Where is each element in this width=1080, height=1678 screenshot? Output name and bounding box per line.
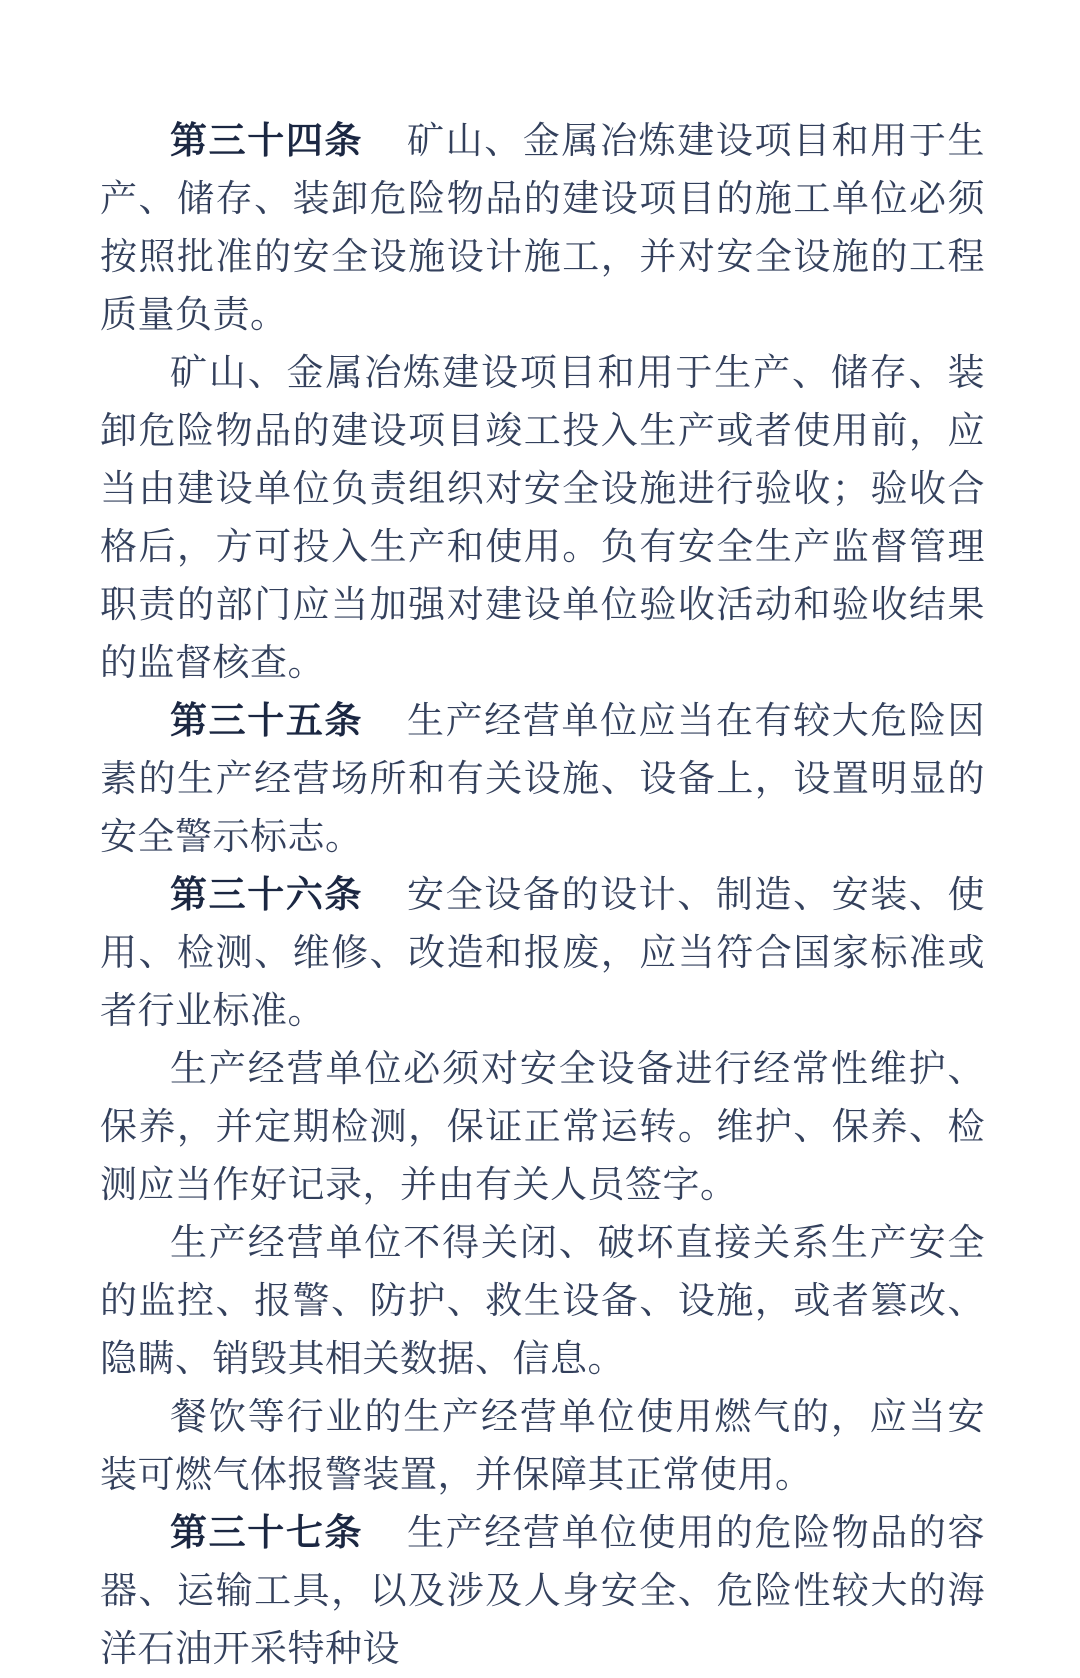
paragraph-article-34 [100,112,985,344]
paragraph-article-36-clause-2 [100,1040,985,1214]
paragraph-article-34-clause-2 [100,344,985,692]
article-number: 第三十七条 [170,1511,364,1554]
paragraph-article-36 [100,866,985,1040]
paragraph-text: 矿山、金属冶炼建设项目和用于生产、储存、装卸危险物品的建设项目竣工投入生产或者使用前，应当由建设单位负责组织对安全设施进行验收；验收合格后，方可投入生产和使用。负有安全生产监督管理职责的部门应当加强对建设单位验收活动和验收结果的监督核查。 [100,351,985,684]
paragraph-text: 生产经营单位不得关闭、破坏直接关系生产安全的监控、报警、防护、救生设备、设施，或者篡改、隐瞒、销毁其相关数据、信息。 [100,1221,985,1380]
document-text-block [100,112,985,1678]
paragraph-text: 安全设备的设计、制造、安装、使用、检测、维修、改造和报废，应当符合国家标准或者行业标准。 [100,873,986,1032]
paragraph-text: 生产经营单位使用的危险物品的容器、运输工具，以及涉及人身安全、危险性较大的海洋石油开采特种设 [100,1511,986,1670]
paragraph-text: 生产经营单位必须对安全设备进行经常性维护、保养，并定期检测，保证正常运转。维护、保养、检测应当作好记录，并由有关人员签字。 [100,1047,985,1206]
paragraph-article-36-clause-4 [100,1388,985,1504]
paragraph-text: 生产经营单位应当在有较大危险因素的生产经营场所和有关设施、设备上，设置明显的安全警示标志。 [100,699,986,858]
paragraph-text: 餐饮等行业的生产经营单位使用燃气的，应当安装可燃气体报警装置，并保障其正常使用。 [100,1395,985,1496]
paragraph-article-35 [100,692,985,866]
paragraph-text: 矿山、金属冶炼建设项目和用于生产、储存、装卸危险物品的建设项目的施工单位必须按照批准的安全设施设计施工，并对安全设施的工程质量负责。 [100,119,986,336]
paragraph-article-37 [100,1504,985,1678]
article-number: 第三十六条 [170,873,364,916]
article-number: 第三十五条 [170,699,364,742]
paragraph-article-36-clause-3 [100,1214,985,1388]
article-number: 第三十四条 [170,119,364,162]
